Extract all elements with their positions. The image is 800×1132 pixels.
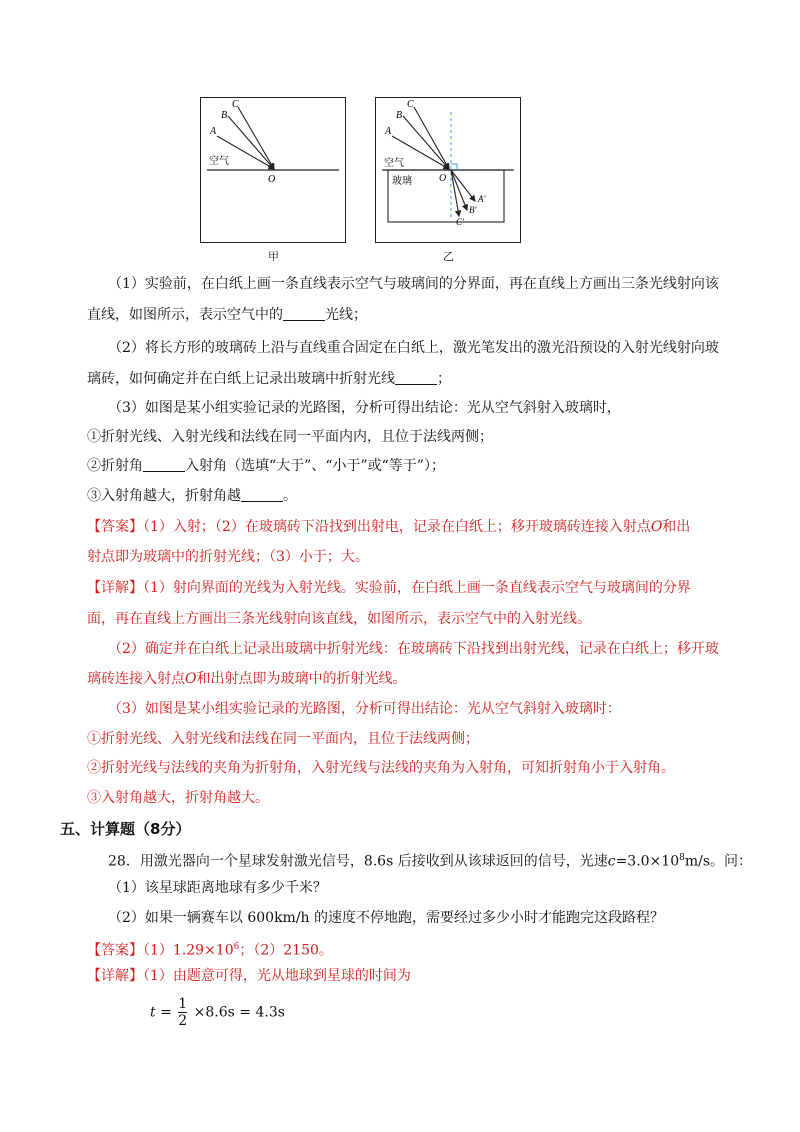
detail27-line8: ③入射角越大，折射角越大。 [87,790,269,806]
speed-of-light-var: c [607,853,616,870]
glass-label: 玻璃 [392,176,412,187]
ray-a-refracted [451,170,475,201]
figure-jia-caption: 甲 [268,250,279,263]
label-c: C [232,99,239,110]
answer28 [87,937,333,961]
detail27-line2: 面，再在直线上方画出三条光线射向该直线，如图所示，表示空气中的入射光线。 [87,611,591,627]
q27-part3-item3 [87,486,297,506]
point-o: O [650,519,663,535]
detail-tag: 【详解】 [87,968,143,984]
label-c-prime: C' [456,217,464,227]
text-span: （1）1.29×10 [143,942,234,959]
text-span: 璃砖，如何确定并在白纸上记录出玻璃中折射光线 [87,371,395,387]
fraction-denominator: 2 [178,1013,188,1029]
q28-part1: （1）该星球距离地球有多少千米？ [108,880,327,896]
q27-part1-line2 [87,305,367,325]
answer-blank [395,370,437,385]
detail27-line1 [87,578,691,598]
text-span: 28．用激光器向一个星球发射激光信号，8.6s 后接收到从该球返回的信号，光速 [108,853,608,870]
text-span: m/s。问： [684,853,753,870]
answer-blank [241,487,283,502]
text-span: ③入射角越大，折射角越 [87,488,241,504]
ray-b [228,116,274,169]
air-label: 空气 [209,156,229,167]
answer-tag: 【答案】 [87,942,143,959]
formula-var: t [150,1004,156,1021]
answer-blank [283,306,325,321]
ray-c [414,107,449,169]
figure-yi [375,97,521,243]
figure-jia-diagram [201,98,345,242]
ray-b [403,116,449,169]
text-span: ②折射角 [87,458,143,474]
exponent: 8 [679,853,685,863]
label-o: O [268,174,276,185]
detail28-line1 [87,966,411,986]
q27-part1-line1: （1）实验前，在白纸上画一条直线表示空气与玻璃间的分界面，再在直线上方画出三条光线射向该 [108,276,719,292]
fraction [178,996,187,1029]
detail-tag: 【详解】 [87,580,143,596]
q28-part2: （2）如果一辆赛车以 600km/h 的速度不停地跑，需要经过多少小时才能跑完这段路程？ [108,910,665,926]
detail27-line5: （3）如图是某小组实验记录的光路图，分析可得出结论：光从空气斜射入玻璃时： [108,701,621,717]
text-span: 璃砖连接入射点 [87,671,185,687]
ray-c [238,107,274,169]
ray-b-refracted [451,170,467,210]
q27-part3-line1: （3）如图是某小组实验记录的光路图，分析可得出结论：光从空气斜射入玻璃时， [108,400,621,416]
detail27-line6: ①折射光线、入射光线和法线在同一平面内，且位于法线两侧； [87,731,479,747]
label-a: A [385,126,392,137]
q27-part2-line1: （2）将长方形的玻璃砖上沿与直线重合固定在白纸上，激光笔发出的激光沿预设的入射光线射向玻 [108,340,719,356]
text-span: 。 [283,488,297,504]
formula-eq: = [160,1004,172,1021]
text-span: =3.0×10 [615,853,680,870]
answer-tag: 【答案】 [87,519,143,535]
text-span: 入射角（选填“大于”、“小于”或“等于”）； [185,458,445,474]
q28-stem [108,848,752,872]
exponent: 6 [233,942,240,952]
section-title: 五、计算题（8分） [60,820,191,838]
figure-yi-diagram [376,98,520,242]
label-o: O [439,173,447,184]
text-span: 和出射点即为玻璃中的折射光线。 [196,671,407,687]
time-formula [150,996,285,1029]
ray-c-refracted [451,170,459,216]
answer27-line1 [87,517,690,537]
text-span: （1）入射；（2）在玻璃砖下沿找到出射电，记录在白纸上；移开玻璃砖连接入射点 [143,519,651,535]
text-span: （1）射向界面的光线为入射光线。实验前，在白纸上画一条直线表示空气与玻璃间的分界 [143,580,691,596]
detail27-line3: （2）确定并在白纸上记录出玻璃中折射光线：在玻璃砖下沿找到出射光线，记录在白纸上；移开玻 [108,641,719,657]
air-label: 空气 [384,158,404,169]
right-angle-mark [451,164,457,170]
detail27-line4 [87,669,406,689]
text-span: （1）由题意可得，光从地球到星球的时间为 [143,968,411,984]
figure-jia [200,97,346,243]
detail27-line7: ②折射光线与法线的夹角为折射角，入射光线与法线的夹角为入射角，可知折射角小于入射角。 [87,760,675,776]
point-o: O [185,671,197,687]
label-b: B [396,110,403,121]
q27-part3-item1: ①折射光线、入射光线和法线在同一平面内内，且位于法线两侧； [87,429,493,445]
figure-yi-caption: 乙 [443,250,454,263]
answer27-line2: 射点即为玻璃中的折射光线；（3）小于；大。 [87,549,369,565]
label-c: C [407,99,414,110]
text-span: 光线； [325,307,367,323]
label-a: A [210,126,217,137]
formula-rest: ×8.6s = 4.3s [193,1004,285,1021]
answer-blank [143,457,185,472]
text-span: 和出 [662,519,691,535]
q27-part3-item2 [87,456,445,476]
q27-part2-line2 [87,369,451,389]
text-span: ；（2）2150。 [239,942,333,959]
text-span: 直线，如图所示，表示空气中的 [87,307,283,323]
label-b: B [221,110,228,121]
fraction-numerator: 1 [178,996,188,1012]
text-span: ； [437,371,451,387]
label-b-prime: B' [469,205,477,215]
label-a-prime: A' [478,194,486,204]
